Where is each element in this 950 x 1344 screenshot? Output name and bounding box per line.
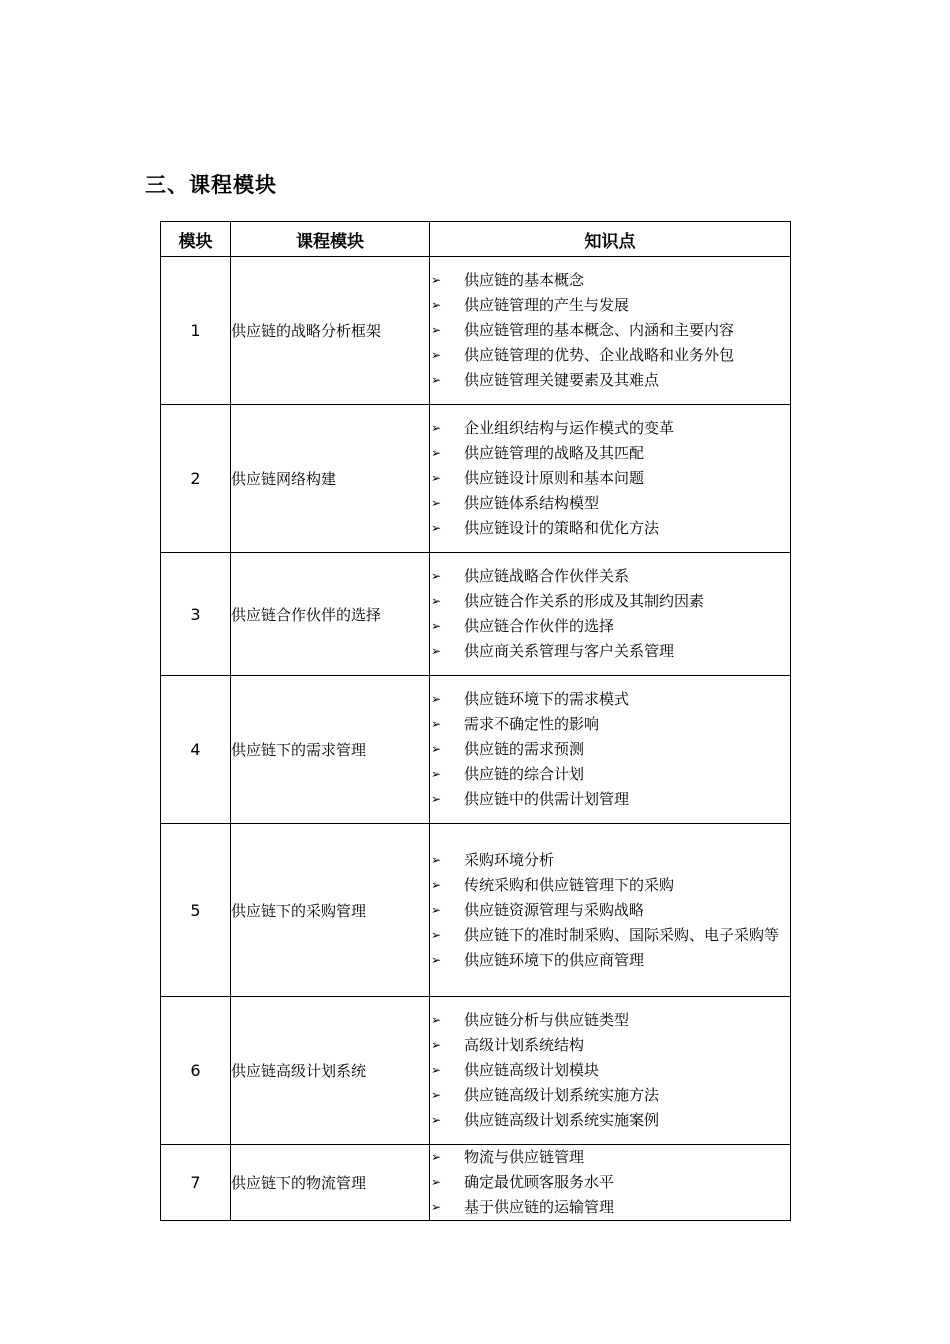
arrow-bullet-icon: ➢ — [431, 373, 442, 387]
list-item — [430, 898, 790, 923]
list-item — [430, 948, 790, 973]
knowledge-point-list — [430, 687, 790, 812]
course-module-table — [160, 221, 791, 1221]
module-number: 1 — [161, 257, 231, 405]
knowledge-points-cell — [430, 257, 791, 405]
table-header-row — [161, 222, 791, 257]
arrow-bullet-icon: ➢ — [431, 1150, 442, 1164]
knowledge-point-list — [430, 564, 790, 664]
list-item — [430, 441, 790, 466]
arrow-bullet-icon: ➢ — [431, 1013, 442, 1027]
knowledge-point: 供应链资源管理与采购战略 — [464, 900, 645, 919]
arrow-bullet-icon: ➢ — [431, 273, 442, 287]
knowledge-points-cell — [430, 405, 791, 553]
module-number: 4 — [161, 676, 231, 824]
list-item — [430, 787, 790, 812]
knowledge-point: 确定最优顾客服务水平 — [464, 1173, 615, 1191]
knowledge-point: 供应链的基本概念 — [464, 271, 585, 289]
knowledge-point: 供应链环境下的需求模式 — [464, 690, 630, 708]
knowledge-point: 供应链合作关系的形成及其制约因素 — [464, 592, 705, 610]
arrow-bullet-icon: ➢ — [431, 569, 442, 583]
knowledge-point: 供应链管理的产生与发展 — [464, 296, 630, 314]
knowledge-point: 基于供应链的运输管理 — [464, 1198, 615, 1216]
knowledge-point: 供应链分析与供应链类型 — [464, 1011, 630, 1029]
knowledge-point-list — [430, 1008, 790, 1133]
knowledge-point: 传统采购和供应链管理下的采购 — [464, 875, 675, 894]
arrow-bullet-icon: ➢ — [431, 1200, 442, 1214]
header-knowledge-points: 知识点 — [430, 222, 791, 257]
knowledge-point: 供应链中的供需计划管理 — [464, 790, 630, 808]
arrow-bullet-icon: ➢ — [431, 952, 442, 967]
arrow-bullet-icon: ➢ — [431, 471, 442, 485]
list-item — [430, 712, 790, 737]
list-item — [430, 762, 790, 787]
list-item — [430, 466, 790, 491]
list-item — [430, 1145, 790, 1170]
arrow-bullet-icon: ➢ — [431, 644, 442, 658]
arrow-bullet-icon: ➢ — [431, 619, 442, 633]
arrow-bullet-icon: ➢ — [431, 521, 442, 535]
knowledge-point: 供应链合作伙伴的选择 — [464, 617, 615, 635]
arrow-bullet-icon: ➢ — [431, 1063, 442, 1077]
table-row — [161, 405, 791, 553]
list-item — [430, 268, 790, 293]
table-row — [161, 1145, 791, 1221]
list-item — [430, 848, 790, 873]
module-number: 7 — [161, 1145, 231, 1221]
list-item — [430, 923, 790, 948]
list-item — [430, 491, 790, 516]
arrow-bullet-icon: ➢ — [431, 1113, 442, 1127]
knowledge-points-cell — [430, 553, 791, 676]
arrow-bullet-icon: ➢ — [431, 792, 442, 806]
arrow-bullet-icon: ➢ — [431, 496, 442, 510]
knowledge-points-cell — [430, 824, 791, 997]
module-number: 6 — [161, 997, 231, 1145]
knowledge-point-list — [430, 1145, 790, 1220]
list-item — [430, 639, 790, 664]
list-item — [430, 318, 790, 343]
list-item — [430, 343, 790, 368]
module-name: 供应链的战略分析框架 — [231, 257, 430, 405]
list-item — [430, 1083, 790, 1108]
arrow-bullet-icon: ➢ — [431, 767, 442, 781]
knowledge-point: 物流与供应链管理 — [464, 1148, 585, 1166]
knowledge-point: 高级计划系统结构 — [464, 1036, 585, 1054]
arrow-bullet-icon: ➢ — [431, 902, 442, 917]
knowledge-point: 供应链战略合作伙伴关系 — [464, 567, 630, 585]
table-row — [161, 676, 791, 824]
module-name: 供应链下的物流管理 — [231, 1145, 430, 1221]
list-item — [430, 737, 790, 762]
knowledge-point: 供应链管理的基本概念、内涵和主要内容 — [464, 321, 735, 339]
list-item — [430, 368, 790, 393]
list-item — [430, 873, 790, 898]
list-item — [430, 614, 790, 639]
knowledge-point: 供应链体系结构模型 — [464, 494, 600, 512]
knowledge-point: 供应链高级计划系统实施方法 — [464, 1086, 660, 1104]
knowledge-point: 供应链环境下的供应商管理 — [464, 950, 645, 969]
knowledge-point: 供应链设计的策略和优化方法 — [464, 519, 660, 537]
knowledge-points-cell — [430, 1145, 791, 1221]
knowledge-point: 供应商关系管理与客户关系管理 — [464, 642, 675, 660]
header-module: 模块 — [161, 222, 231, 257]
knowledge-point: 企业组织结构与运作模式的变革 — [464, 419, 675, 437]
knowledge-point: 供应链管理的优势、企业战略和业务外包 — [464, 346, 735, 364]
knowledge-point: 供应链高级计划系统实施案例 — [464, 1111, 660, 1129]
list-item — [430, 1033, 790, 1058]
list-item — [430, 1170, 790, 1195]
list-item — [430, 1058, 790, 1083]
arrow-bullet-icon: ➢ — [431, 421, 442, 435]
knowledge-point: 供应链高级计划模块 — [464, 1061, 600, 1079]
list-item — [430, 687, 790, 712]
list-item — [430, 1195, 790, 1220]
knowledge-point: 采购环境分析 — [464, 850, 555, 869]
knowledge-point: 供应链管理的战略及其匹配 — [464, 444, 645, 462]
arrow-bullet-icon: ➢ — [431, 927, 442, 942]
module-number: 3 — [161, 553, 231, 676]
list-item — [430, 564, 790, 589]
module-name: 供应链高级计划系统 — [231, 997, 430, 1145]
arrow-bullet-icon: ➢ — [431, 1175, 442, 1189]
list-item — [430, 293, 790, 318]
module-name: 供应链合作伙伴的选择 — [231, 553, 430, 676]
arrow-bullet-icon: ➢ — [431, 1038, 442, 1052]
arrow-bullet-icon: ➢ — [431, 298, 442, 312]
knowledge-points-cell — [430, 997, 791, 1145]
knowledge-point: 供应链管理关键要素及其难点 — [464, 371, 660, 389]
knowledge-point-list — [430, 416, 790, 541]
knowledge-point: 供应链的需求预测 — [464, 740, 585, 758]
knowledge-point: 需求不确定性的影响 — [464, 715, 600, 733]
table-row — [161, 824, 791, 997]
list-item — [430, 416, 790, 441]
knowledge-point: 供应链的综合计划 — [464, 765, 585, 783]
list-item — [430, 1008, 790, 1033]
knowledge-point-list — [430, 848, 790, 973]
list-item — [430, 589, 790, 614]
arrow-bullet-icon: ➢ — [431, 877, 442, 892]
arrow-bullet-icon: ➢ — [431, 717, 442, 731]
arrow-bullet-icon: ➢ — [431, 742, 442, 756]
arrow-bullet-icon: ➢ — [431, 348, 442, 362]
knowledge-point: 供应链设计原则和基本问题 — [464, 469, 645, 487]
arrow-bullet-icon: ➢ — [431, 692, 442, 706]
arrow-bullet-icon: ➢ — [431, 446, 442, 460]
list-item — [430, 516, 790, 541]
module-number: 2 — [161, 405, 231, 553]
section-title: 三、课程模块 — [145, 173, 277, 197]
module-name: 供应链下的需求管理 — [231, 676, 430, 824]
knowledge-point: 供应链下的准时制采购、国际采购、电子采购等 — [464, 925, 780, 944]
list-item — [430, 1108, 790, 1133]
module-name: 供应链网络构建 — [231, 405, 430, 553]
module-name: 供应链下的采购管理 — [231, 824, 430, 997]
module-number: 5 — [161, 824, 231, 997]
table-row — [161, 553, 791, 676]
knowledge-points-cell — [430, 676, 791, 824]
table-row — [161, 997, 791, 1145]
arrow-bullet-icon: ➢ — [431, 323, 442, 337]
arrow-bullet-icon: ➢ — [431, 1088, 442, 1102]
header-course-module: 课程模块 — [231, 222, 430, 257]
knowledge-point-list — [430, 268, 790, 393]
table-row — [161, 257, 791, 405]
arrow-bullet-icon: ➢ — [431, 594, 442, 608]
arrow-bullet-icon: ➢ — [431, 852, 442, 867]
